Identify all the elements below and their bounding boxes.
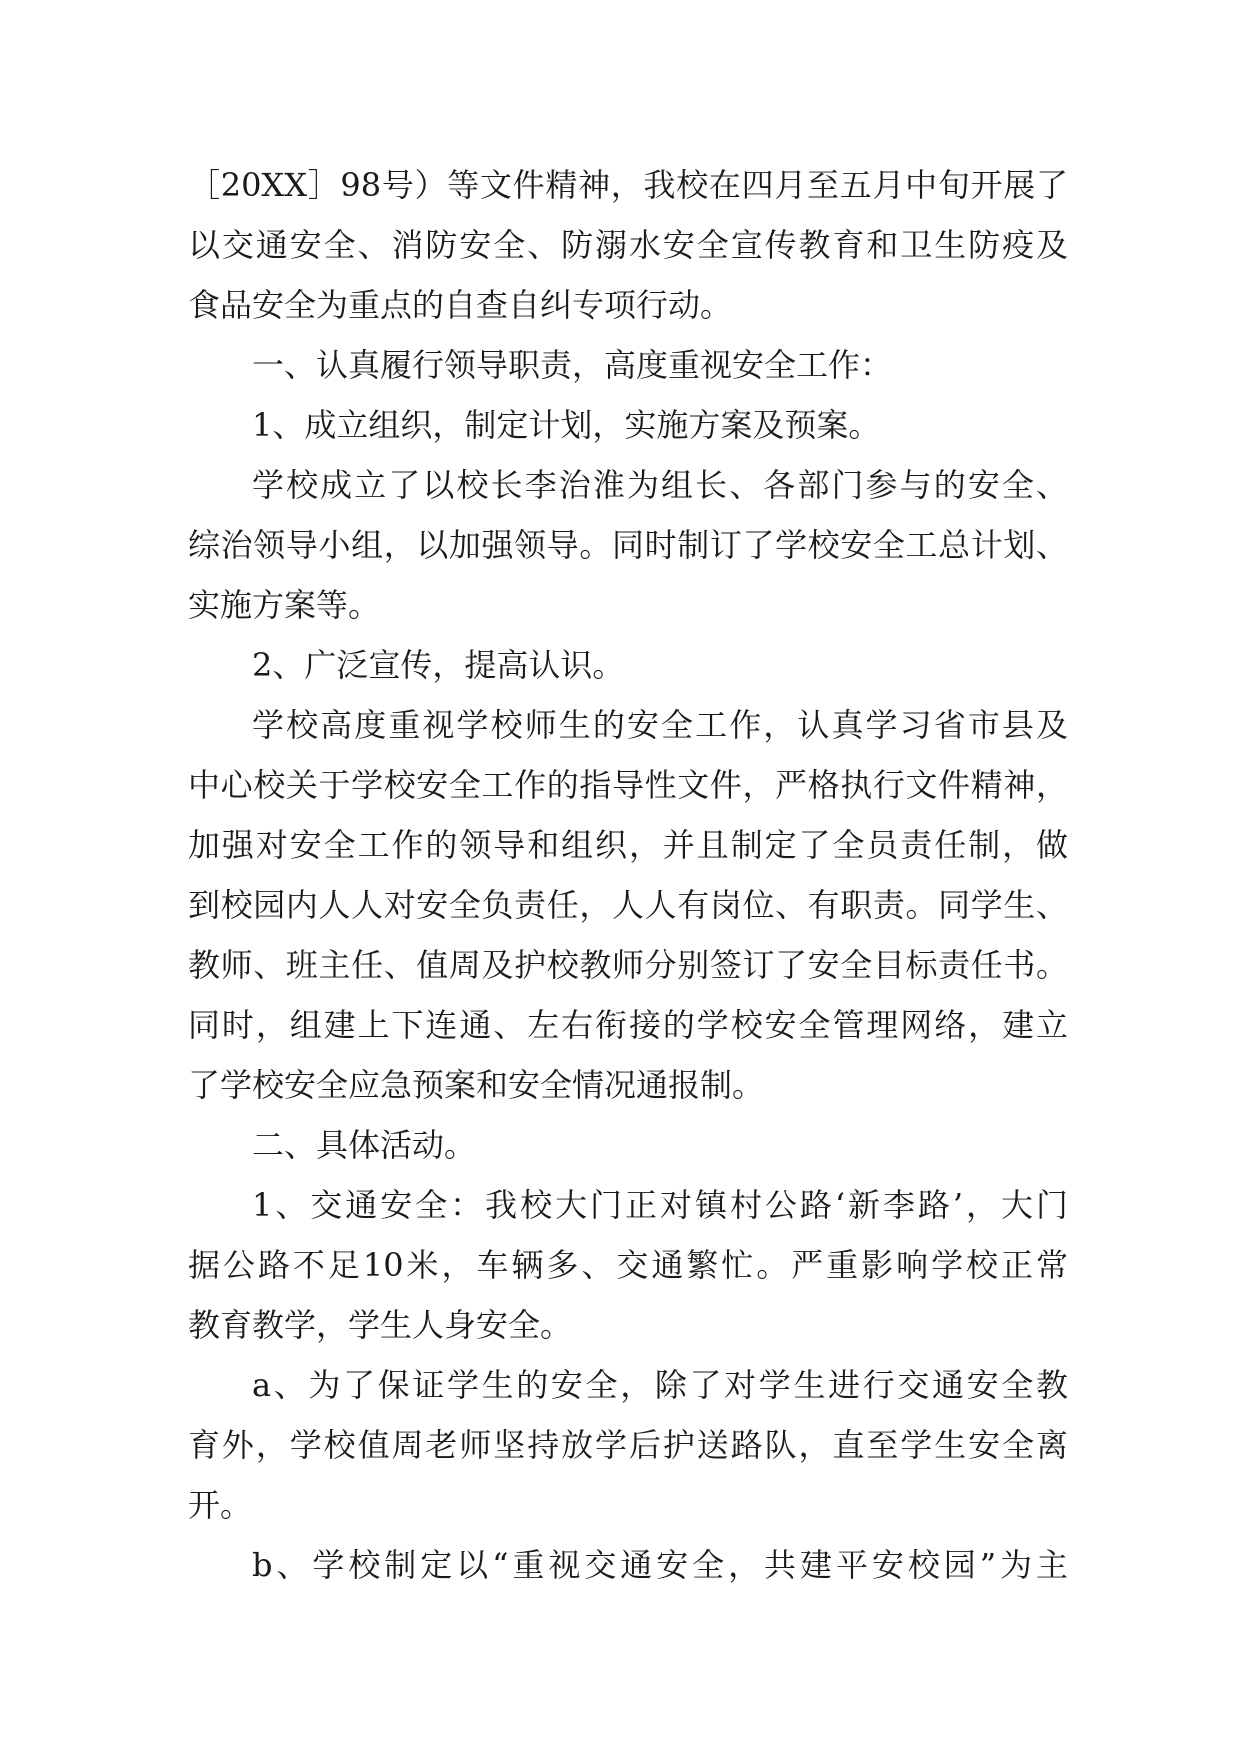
text-line: 1、交通安全：我校大门正对镇村公路‘新李路’，大门 (252, 1186, 1068, 1224)
text-line: 中心校关于学校安全工作的指导性文件，严格执行文件精神， (188, 766, 1068, 804)
text-line: 加强对安全工作的领导和组织，并且制定了全员责任制，做 (188, 826, 1068, 864)
text-line: 了学校安全应急预案和安全情况通报制。 (188, 1066, 765, 1104)
section-heading: 一、认真履行领导职责，高度重视安全工作： (252, 346, 893, 384)
document-body (188, 155, 1068, 1595)
text-line: 综治领导小组，以加强领导。同时制订了学校安全工总计划、 (188, 526, 1068, 564)
text-line: 学校高度重视学校师生的安全工作，认真学习省市县及 (252, 706, 1068, 744)
text-line: 实施方案等。 (188, 586, 381, 624)
text-line: 学校成立了以校长李治淮为组长、各部门参与的安全、 (252, 466, 1068, 504)
subsection-heading: 2、广泛宣传，提高认识。 (252, 646, 625, 684)
section-heading: 二、具体活动。 (252, 1126, 477, 1164)
text-line: 教育教学，学生人身安全。 (188, 1306, 573, 1344)
subsection-heading: 1、成立组织，制定计划，实施方案及预案。 (252, 406, 881, 444)
text-line: b、学校制定以“重视交通安全，共建平安校园”为主 (252, 1546, 1068, 1584)
text-line: 到校园内人人对安全负责任，人人有岗位、有职责。同学生、 (188, 886, 1068, 924)
text-line: 以交通安全、消防安全、防溺水安全宣传教育和卫生防疫及 (188, 226, 1068, 264)
text-line: 据公路不足10米，车辆多、交通繁忙。严重影响学校正常 (188, 1246, 1068, 1284)
text-line: 同时，组建上下连通、左右衔接的学校安全管理网络，建立 (188, 1006, 1068, 1044)
text-line: ［20XX］98号）等文件精神，我校在四月至五月中旬开展了 (188, 166, 1068, 204)
text-line: a、为了保证学生的安全，除了对学生进行交通安全教 (252, 1366, 1068, 1404)
text-line: 教师、班主任、值周及护校教师分别签订了安全目标责任书。 (188, 946, 1068, 984)
text-line: 育外，学校值周老师坚持放学后护送路队，直至学生安全离 (188, 1426, 1068, 1464)
text-line: 食品安全为重点的自查自纠专项行动。 (188, 286, 733, 324)
text-line: 开。 (188, 1486, 253, 1524)
